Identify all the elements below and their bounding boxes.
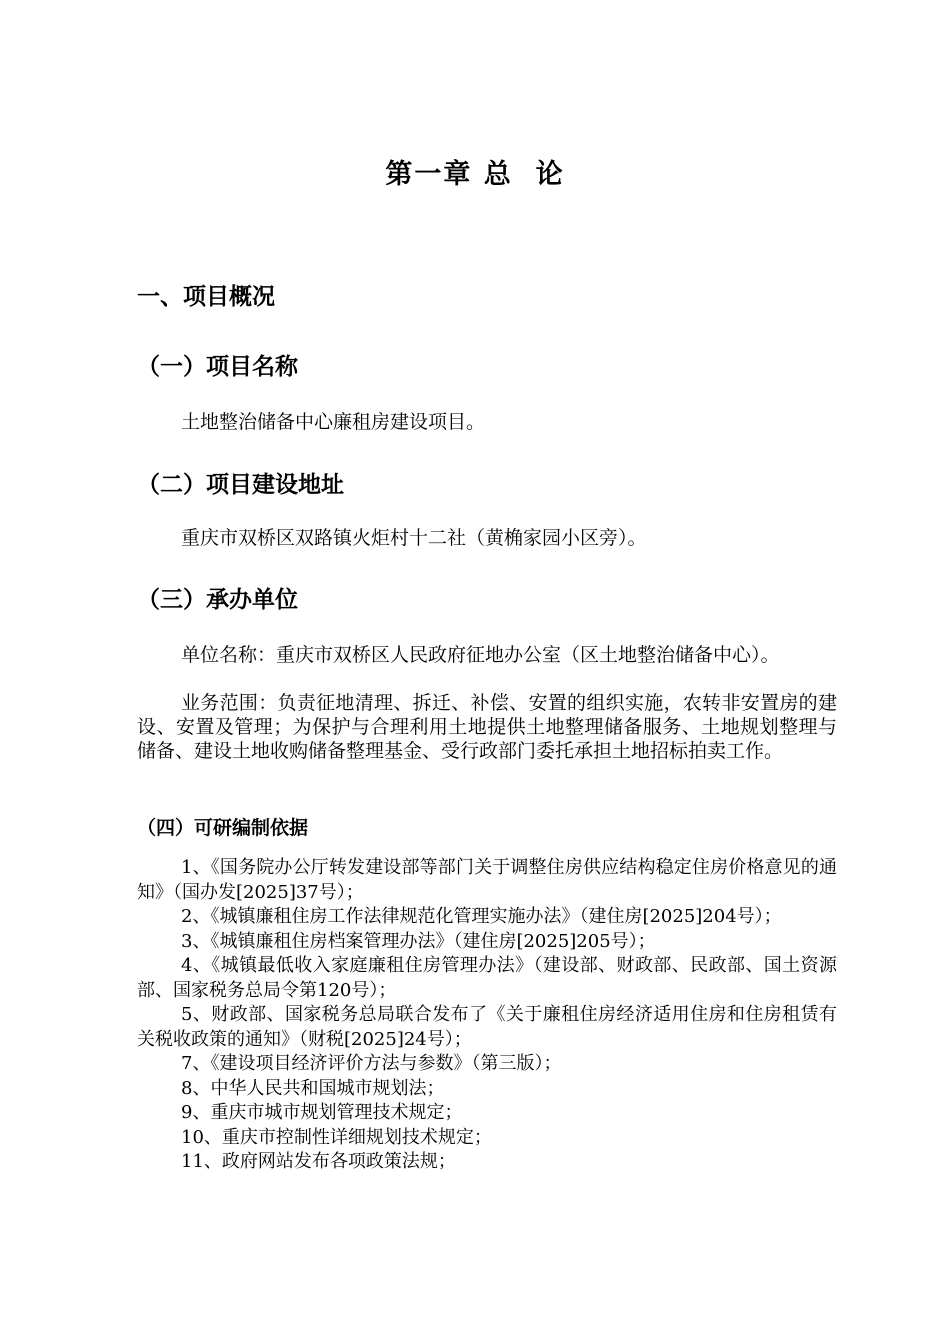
list-item: 9、重庆市城市规划管理技术规定； [181,1102,463,1123]
project-address-text: 重庆市双桥区双路镇火炬村十二社（黄桷家园小区旁）。 [181,527,647,549]
section-heading-project-overview: 一、项目概况 [137,284,275,310]
list-item: 2、《城镇廉租住房工作法律规范化管理实施办法》（建住房[2025]204号）； [181,906,782,927]
subsection-heading-basis: （四）可研编制依据 [137,817,309,839]
list-item: 4、《城镇最低收入家庭廉租住房管理办法》（建设部、财政部、民政部、国土资源部、国家税务总局令第120号）； [137,955,837,1001]
chapter-title: 第一章 总 论 [385,159,565,190]
unit-name-text: 单位名称：重庆市双桥区人民政府征地办公室（区土地整治储备中心）。 [181,644,780,666]
subsection-heading-project-address: （二）项目建设地址 [137,472,344,498]
list-item: 7、《建设项目经济评价方法与参数》（第三版）； [181,1053,562,1074]
list-item: 3、《城镇廉租住房档案管理办法》（建住房[2025]205号）； [181,930,656,952]
list-item: 11、政府网站发布各项政策法规； [181,1151,456,1172]
project-name-text: 土地整治储备中心廉租房建设项目。 [181,411,486,433]
list-item: 10、重庆市控制性详细规划技术规定； [181,1126,492,1148]
basis-list [137,856,837,1175]
list-item: 8、中华人民共和国城市规划法； [181,1077,445,1099]
subsection-heading-organizer: （三）承办单位 [137,587,298,613]
list-item: 5、财政部、国家税务总局联合发布了《关于廉租住房经济适用住房和住房租赁有关税收政策的通知》（财税[2025]24号）； [137,1004,837,1050]
list-item: 1、《国务院办公厅转发建设部等部门关于调整住房供应结构稳定住房价格意见的通知》（国办发[2025]37号）； [137,857,837,903]
subsection-heading-project-name: （一）项目名称 [137,354,298,380]
business-scope-text: 业务范围：负责征地清理、拆迁、补偿、安置的组织实施，农转非安置房的建设、安置及管理；为保护与合理利用土地提供土地整理储备服务、土地规划整理与储备、建设土地收购储备整理基金、受行政部门委托承担土地招标拍卖工作。 [137,692,837,762]
